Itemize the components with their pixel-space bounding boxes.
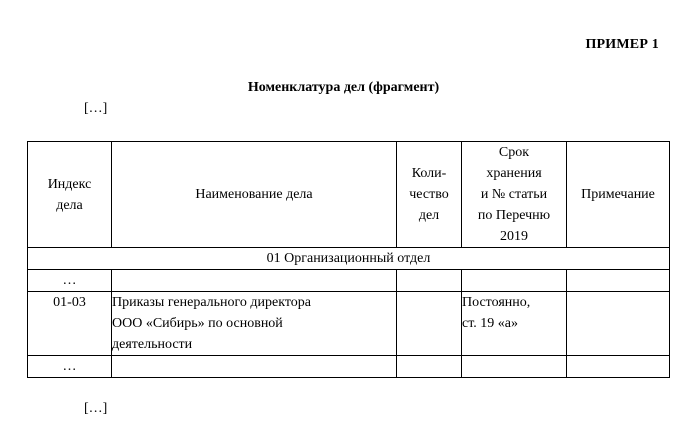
header-count-line: дел	[418, 208, 440, 223]
header-note-line: Примечание	[581, 187, 655, 202]
row-name-line: деятельности	[112, 337, 193, 352]
row-count	[397, 292, 462, 356]
row-period-line: Постоянно,	[462, 295, 531, 310]
header-period-line: по Перечню	[477, 208, 551, 223]
table-row	[28, 292, 670, 356]
empty-cell	[567, 356, 670, 378]
header-count-line: чество	[409, 187, 449, 202]
empty-cell	[397, 270, 462, 292]
row-name-line: ООО «Сибирь» по основной	[112, 316, 283, 331]
section-row	[28, 248, 670, 270]
header-name	[112, 142, 397, 248]
empty-cell	[397, 356, 462, 378]
document-title: Номенклатура дел (фрагмент)	[247, 80, 440, 95]
row-name-line: Приказы генерального директора	[112, 295, 312, 310]
row-index: 01-03	[28, 292, 112, 356]
row-name	[112, 292, 397, 356]
empty-cell	[567, 270, 670, 292]
ellipsis-cell: …	[28, 270, 112, 292]
section-title: 01 Организационный отдел	[28, 248, 670, 270]
empty-cell	[112, 356, 397, 378]
header-note	[567, 142, 670, 248]
empty-cell	[462, 270, 567, 292]
header-period-line: 2019	[500, 229, 528, 244]
empty-cell	[462, 356, 567, 378]
example-label: ПРИМЕР 1	[585, 37, 659, 52]
ellipsis-cell: …	[28, 356, 112, 378]
header-index	[28, 142, 112, 248]
row-note	[567, 292, 670, 356]
header-period-line: хранения	[486, 166, 542, 181]
header-period	[462, 142, 567, 248]
nomenclature-table	[27, 141, 670, 378]
table-header-row	[28, 142, 670, 248]
header-count-line: Коли-	[411, 166, 447, 181]
ellipsis-row	[28, 270, 670, 292]
ellipsis-top: […]	[84, 101, 108, 116]
header-index-line: Индекс	[47, 176, 92, 192]
header-period-line: Срок	[498, 145, 530, 160]
ellipsis-row	[28, 356, 670, 378]
header-period-line: и № статьи	[480, 187, 548, 202]
row-period	[462, 292, 567, 356]
header-index-line: дела	[56, 197, 83, 213]
empty-cell	[112, 270, 397, 292]
header-name-line: Наименование дела	[195, 187, 313, 202]
header-count	[397, 142, 462, 248]
ellipsis-bottom: […]	[84, 401, 108, 416]
row-period-line: ст. 19 «а»	[462, 316, 518, 331]
